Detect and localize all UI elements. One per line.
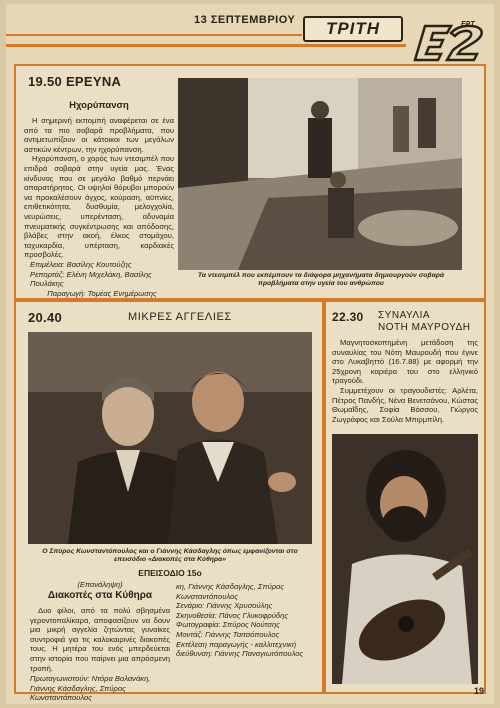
- credit-line: Σενάριο: Γιάννης Χρυσούλης: [176, 601, 273, 611]
- street-works-photo: [178, 78, 462, 270]
- channel-logo: [411, 20, 491, 62]
- program-credits: [30, 260, 174, 298]
- program-panel-concert: [324, 300, 486, 694]
- credit-line: διεύθυνση: Γιάννης Παναγιωτόπουλος: [176, 649, 304, 659]
- credit-line: Ρεπορτάζ: Ελένη Μιχελάκη, Βασίλης Πουλάκης: [30, 269, 152, 289]
- episode-synopsis: [30, 606, 170, 673]
- credit-line: κη, Γιάννης Κάσδαγλης, Σπύρος Κωνσταντόπουλος: [176, 582, 285, 601]
- credit-line: Εκτέλεση παραγωγής - καλλιτεχνική: [176, 639, 297, 649]
- issue-date: 13 ΣΕΠΤΕΜΒΡΙΟΥ: [194, 14, 296, 26]
- program-panel-classifieds: [14, 300, 324, 703]
- rerun-label: (Επανάληψη): [77, 580, 123, 589]
- program-time: 22.30: [332, 310, 364, 324]
- program-description: [24, 116, 174, 260]
- episode-number: ΕΠΕΙΣΟΔΙΟ 15ο: [138, 568, 202, 578]
- photo-caption: Ο Σπύρος Κωνσταντόπουλος και ο Γιάννης Κάσδαγλης όπως εμφανίζονται στο επεισόδιο «Διακοπές στα Κύθηρα»: [42, 548, 298, 564]
- production-credits: [176, 582, 316, 659]
- photo-caption: Τα ντεσιμπέλ που εκπέμπουν τα διάφορα μηχανήματα δημιουργούν σοβαρά προβλήματα στην υγεία του ανθρώπου: [197, 272, 445, 288]
- episode-title: Διακοπές στα Κύθηρα: [47, 590, 153, 601]
- singer-photo: [332, 434, 478, 684]
- cast-credit: Πρωταγωνιστούν: Ντόρα Βολανάκη, Γιάννης Κάσδαγλης, Σπύρος Κωνσταντόπουλος: [30, 674, 151, 703]
- description-paragraph: Μαγνητοσκοπημένη μετάδοση της συναυλίας του Νότη Μαυρουδή που έγινε στο Λυκαβηττό (16.7.88) με αφορμή την 25χρονη καριέρα του στο ελληνικό τραγούδι.: [332, 338, 478, 386]
- synopsis-paragraph: Δυο φίλοι, από τα πολύ σβησμένα γεροντοπαλίκαρα, αποφασίζουν να δουν μια μικρή αγγελία ζητώντας γυναίκες συντροφιά για τις καλοκαιρινές διακοπές τους. Η μητέρα του ενός μπερδεύεται στην ιστορία που παίρνει μια απρόσμενη τροπή.: [30, 606, 170, 673]
- description-paragraph: Συμμετέχουν οι τραγουδιστές: Αρλέτα, Πέτρος Πανδής, Νένα Βενετσάνου, Κώστας Θωμαΐδης, Σοφία Βόσσου, Γιώργος Ζωγράφος και Σούλα Μπιρμπίλη.: [332, 385, 478, 424]
- credit-line: Σκηνοθεσία: Πάνος Γλυκοφρύδης: [176, 610, 289, 620]
- header-rule: [6, 34, 302, 36]
- weekday-label: ΤΡΙΤΗ: [303, 16, 403, 42]
- program-time-title: 19.50 ΕΡΕΥΝΑ: [28, 74, 122, 89]
- credit-line: Φωτογραφία: Σπύρος Νούτσης: [176, 620, 280, 630]
- header-rule-lower: [6, 44, 406, 47]
- description-paragraph: Η σημερινή εκπομπή αναφέρεται σε ένα από τα πιο σοβαρά προβλήματα, που αντιμετωπίζουν οι κάτοικοι των μεγάλων αστικών κέντρων, την ηχορύπανση.: [24, 116, 174, 154]
- program-time: 20.40: [28, 310, 63, 325]
- program-title-line2: ΝΟΤΗ ΜΑΥΡΟΥΔΗ: [378, 322, 471, 333]
- program-description: [332, 338, 478, 424]
- program-title-line1: ΣΥΝΑΥΛΙΑ: [378, 310, 431, 321]
- actors-photo: [28, 332, 312, 544]
- program-title: ΜΙΚΡΕΣ ΑΓΓΕΛΙΕΣ: [128, 311, 232, 323]
- credit-line: Επιμέλεια: Βασίλης Κουτούζης: [30, 260, 132, 269]
- credit-line: Παραγωγή: Τομέας Ενημέρωσης: [47, 288, 157, 298]
- program-subtitle: Ηχορύπανση: [69, 100, 129, 111]
- program-panel-research: [14, 64, 486, 300]
- page-number: 19: [473, 686, 484, 696]
- magazine-page: [6, 4, 494, 704]
- logo-text: ΕΡΤ: [461, 21, 475, 28]
- credit-line: Μοντάζ: Γιάννης Τσιτσόπουλος: [176, 629, 280, 639]
- description-paragraph: Ηχορύπανση, ο χορός των ντεσιμπέλ που επιδρά σοβαρά στην υγεία μας. Ένας κίνδυνος που σε μεγάλο βαθμό περνάει απαρατήρητος. Οι υψηλοί θόρυβοι μπορούν να προκαλέσουν άγχος, κούραση, αϋπνίες, επιθετικότητα, δυσθυμία, μελογχολία, νευρώσεις, υπερένταση, αδυναμία πνευματικής συγκέντρωσης και απόδοσης, βλάβες στην ακοή, έλκος στομάχου, ταχυκαρδία, υπέρταση, καρδιακές προσβολές.: [24, 154, 174, 260]
